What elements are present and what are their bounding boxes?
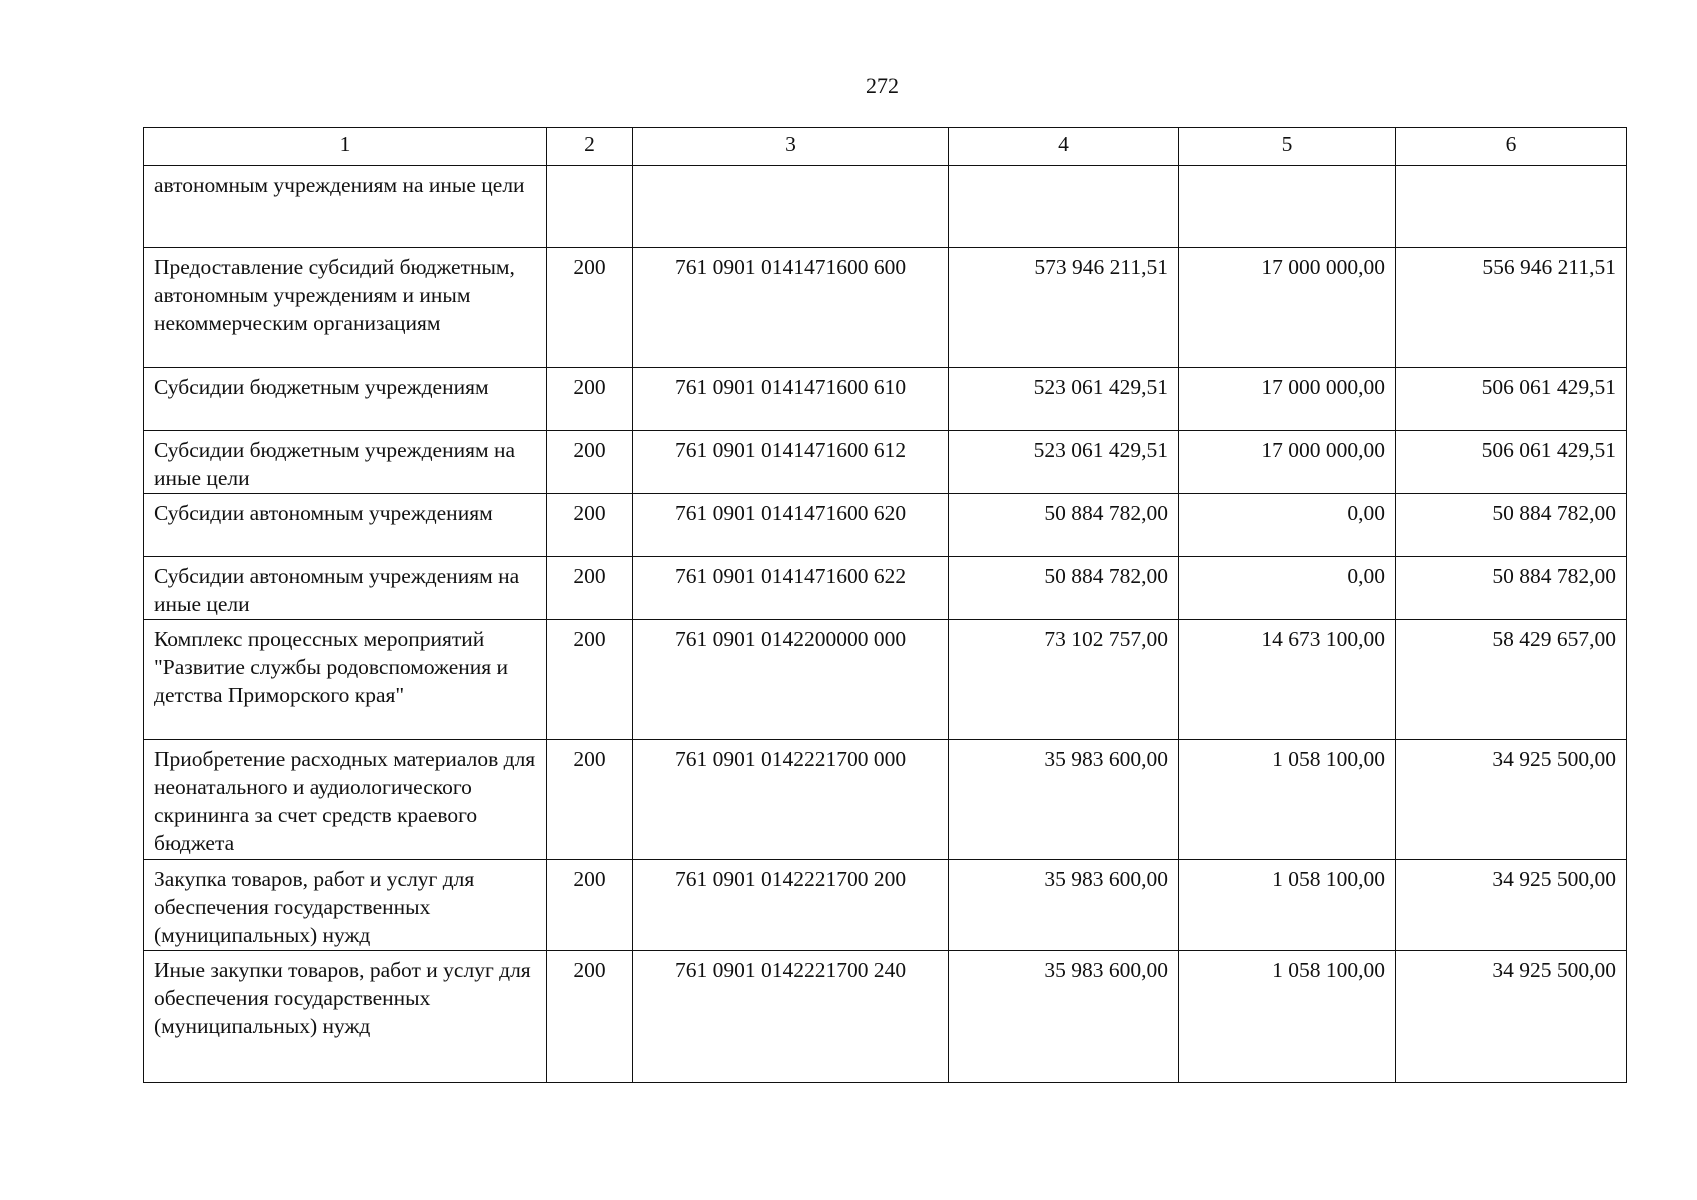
- row-change-cell: 17 000 000,00: [1179, 248, 1396, 368]
- table-row: [144, 166, 1627, 248]
- row-name-cell: автономным учреждениям на иные цели: [144, 166, 547, 248]
- row-result-cell: 34 925 500,00: [1396, 740, 1627, 860]
- table-row: [144, 740, 1627, 860]
- page-number: 272: [866, 73, 899, 98]
- row-result-cell: 506 061 429,51: [1396, 368, 1627, 431]
- row-classification-cell: 761 0901 0141471600 620: [633, 494, 949, 557]
- row-amount-cell: 35 983 600,00: [949, 860, 1179, 951]
- row-amount-cell: 35 983 600,00: [949, 951, 1179, 1083]
- row-change-cell: 1 058 100,00: [1179, 860, 1396, 951]
- row-result-cell: 34 925 500,00: [1396, 951, 1627, 1083]
- row-name-cell: Субсидии автономным учреждениям на иные цели: [144, 557, 547, 620]
- row-name-cell: Предоставление субсидий бюджетным, автономным учреждениям и иным некоммерческим организациям: [144, 248, 547, 368]
- column-header-1: 1: [144, 128, 547, 166]
- row-name-cell: Комплекс процессных мероприятий "Развитие службы родовспоможения и детства Приморского края": [144, 620, 547, 740]
- row-change-cell: 1 058 100,00: [1179, 951, 1396, 1083]
- row-change-cell: [1179, 166, 1396, 248]
- row-result-cell: 556 946 211,51: [1396, 248, 1627, 368]
- table-row: [144, 951, 1627, 1083]
- row-name-cell: Закупка товаров, работ и услуг для обеспечения государственных (муниципальных) нужд: [144, 860, 547, 951]
- row-code-cell: 200: [547, 951, 633, 1083]
- row-change-cell: 17 000 000,00: [1179, 431, 1396, 494]
- row-name-cell: Иные закупки товаров, работ и услуг для обеспечения государственных (муниципальных) нужд: [144, 951, 547, 1083]
- row-classification-cell: 761 0901 0142221700 240: [633, 951, 949, 1083]
- row-amount-cell: 35 983 600,00: [949, 740, 1179, 860]
- row-classification-cell: 761 0901 0141471600 622: [633, 557, 949, 620]
- column-header-4: 4: [949, 128, 1179, 166]
- row-change-cell: 0,00: [1179, 557, 1396, 620]
- table-row: [144, 860, 1627, 951]
- row-name-cell: Приобретение расходных материалов для неонатального и аудиологического скрининга за счет средств краевого бюджета: [144, 740, 547, 860]
- row-classification-cell: 761 0901 0141471600 610: [633, 368, 949, 431]
- row-change-cell: 1 058 100,00: [1179, 740, 1396, 860]
- row-code-cell: 200: [547, 431, 633, 494]
- row-code-cell: 200: [547, 557, 633, 620]
- table-row: [144, 494, 1627, 557]
- budget-table-container: [143, 127, 1627, 1083]
- row-code-cell: 200: [547, 860, 633, 951]
- header-row: [144, 128, 1627, 166]
- row-name-cell: Субсидии бюджетным учреждениям на иные цели: [144, 431, 547, 494]
- row-amount-cell: 523 061 429,51: [949, 431, 1179, 494]
- column-header-5: 5: [1179, 128, 1396, 166]
- row-amount-cell: 523 061 429,51: [949, 368, 1179, 431]
- column-header-3: 3: [633, 128, 949, 166]
- row-result-cell: [1396, 166, 1627, 248]
- column-header-2: 2: [547, 128, 633, 166]
- row-result-cell: 34 925 500,00: [1396, 860, 1627, 951]
- row-amount-cell: 73 102 757,00: [949, 620, 1179, 740]
- row-code-cell: 200: [547, 740, 633, 860]
- row-change-cell: 17 000 000,00: [1179, 368, 1396, 431]
- row-result-cell: 50 884 782,00: [1396, 557, 1627, 620]
- row-classification-cell: [633, 166, 949, 248]
- row-classification-cell: 761 0901 0141471600 600: [633, 248, 949, 368]
- row-code-cell: 200: [547, 494, 633, 557]
- row-classification-cell: 761 0901 0141471600 612: [633, 431, 949, 494]
- table-row: [144, 248, 1627, 368]
- row-result-cell: 506 061 429,51: [1396, 431, 1627, 494]
- row-change-cell: 0,00: [1179, 494, 1396, 557]
- budget-table: [143, 127, 1627, 1083]
- row-classification-cell: 761 0901 0142200000 000: [633, 620, 949, 740]
- table-row: [144, 557, 1627, 620]
- row-amount-cell: 50 884 782,00: [949, 494, 1179, 557]
- row-classification-cell: 761 0901 0142221700 000: [633, 740, 949, 860]
- row-result-cell: 58 429 657,00: [1396, 620, 1627, 740]
- table-row: [144, 431, 1627, 494]
- row-code-cell: 200: [547, 368, 633, 431]
- row-code-cell: [547, 166, 633, 248]
- row-change-cell: 14 673 100,00: [1179, 620, 1396, 740]
- row-amount-cell: 50 884 782,00: [949, 557, 1179, 620]
- row-code-cell: 200: [547, 620, 633, 740]
- row-result-cell: 50 884 782,00: [1396, 494, 1627, 557]
- row-name-cell: Субсидии автономным учреждениям: [144, 494, 547, 557]
- row-amount-cell: [949, 166, 1179, 248]
- table-row: [144, 368, 1627, 431]
- row-code-cell: 200: [547, 248, 633, 368]
- table-row: [144, 620, 1627, 740]
- row-classification-cell: 761 0901 0142221700 200: [633, 860, 949, 951]
- row-name-cell: Субсидии бюджетным учреждениям: [144, 368, 547, 431]
- column-header-6: 6: [1396, 128, 1627, 166]
- row-amount-cell: 573 946 211,51: [949, 248, 1179, 368]
